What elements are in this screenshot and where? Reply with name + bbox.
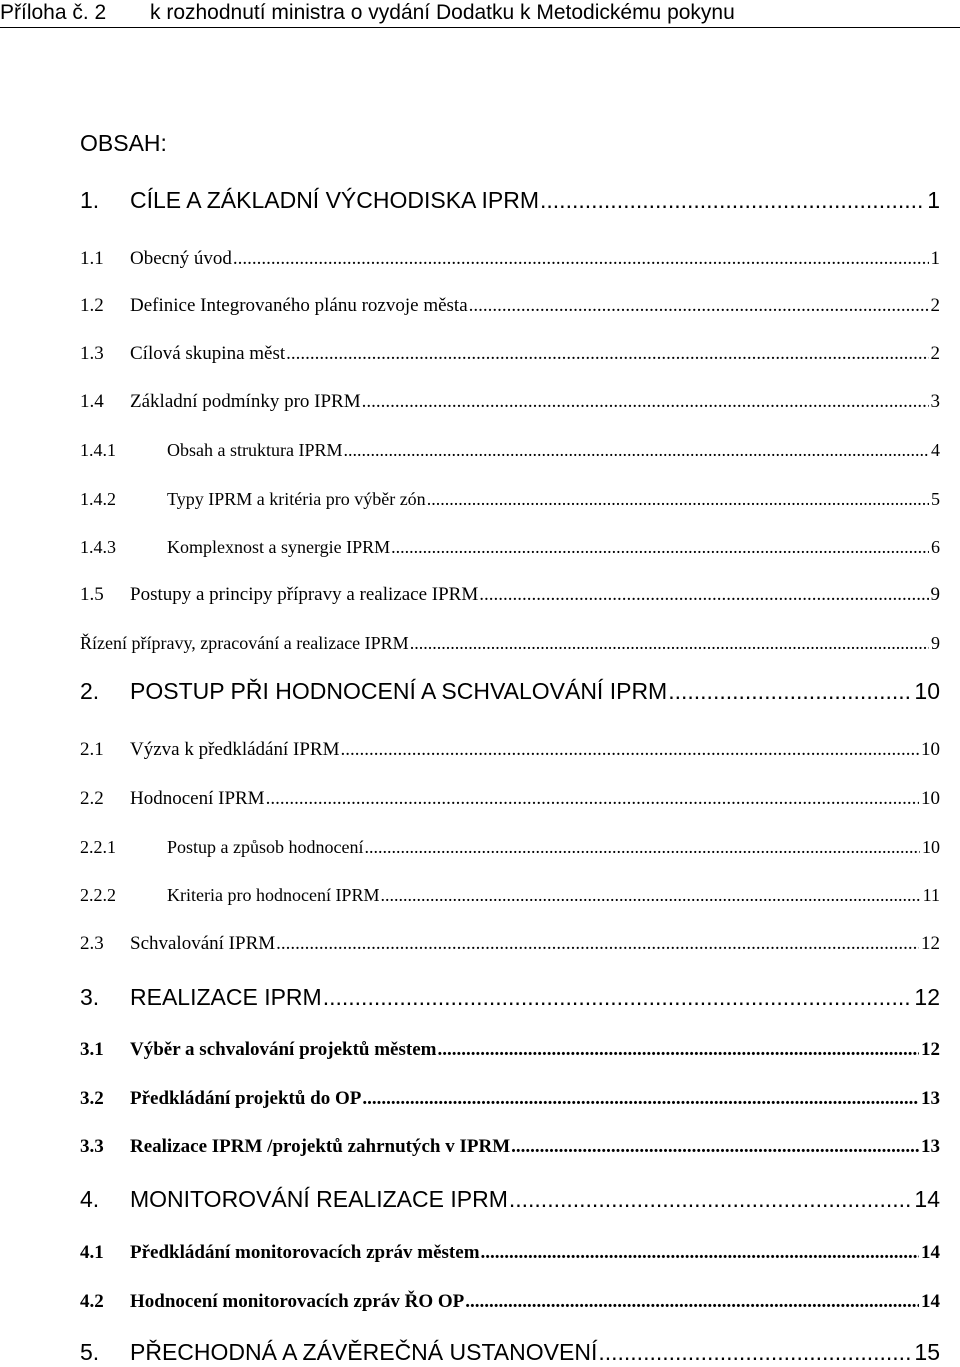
toc-entry[interactable] xyxy=(0,1086,960,1116)
toc-entry[interactable] xyxy=(0,185,960,215)
toc-leader-dots xyxy=(343,437,929,463)
toc-entry-title: REALIZACE IPRM xyxy=(130,984,322,1010)
toc-entry-page: 10 xyxy=(921,739,940,760)
toc-entry-number: 4.2 xyxy=(80,1291,104,1312)
toc-entry-page: 10 xyxy=(914,678,940,704)
toc-entry[interactable] xyxy=(0,982,960,1012)
toc-entry-title: PŘECHODNÁ A ZÁVĚREČNÁ USTANOVENÍ xyxy=(130,1339,598,1365)
toc-entry-number: 2.2.2 xyxy=(80,885,116,905)
toc-entry[interactable] xyxy=(0,389,960,419)
toc-entry-number: 4.1 xyxy=(80,1242,104,1263)
toc-entry[interactable] xyxy=(0,737,960,767)
toc-entry[interactable] xyxy=(0,486,960,516)
toc-leader-dots xyxy=(668,676,912,706)
toc-entry[interactable] xyxy=(0,582,960,612)
toc-leader-dots xyxy=(364,834,920,860)
header-text: k rozhodnutí ministra o vydání Dodatku k Metodickému pokynu xyxy=(150,1,735,24)
toc-entry-title: MONITOROVÁNÍ REALIZACE IPRM xyxy=(130,1186,508,1212)
toc-entry[interactable] xyxy=(0,1184,960,1214)
toc-entry-number: 4. xyxy=(80,1186,100,1212)
toc-entry[interactable] xyxy=(0,1134,960,1164)
toc-entry-title: Základní podmínky pro IPRM xyxy=(130,391,361,412)
toc-entry[interactable] xyxy=(0,630,960,660)
toc-entry-page: 9 xyxy=(930,584,940,605)
toc-entry[interactable] xyxy=(0,882,960,912)
toc-leader-dots xyxy=(323,982,913,1012)
toc-entry-title: Cílová skupina měst xyxy=(130,343,286,364)
toc-entry-title: CÍLE A ZÁKLADNÍ VÝCHODISKA IPRM xyxy=(130,187,540,213)
toc-leader-dots xyxy=(340,737,919,763)
toc-leader-dots xyxy=(266,786,919,812)
toc-entry-page: 13 xyxy=(921,1088,940,1109)
toc-entry-title: Typy IPRM a kritéria pro výběr zón xyxy=(167,489,426,509)
toc-leader-dots xyxy=(509,1184,913,1214)
toc-entry-number: 3.2 xyxy=(80,1088,104,1109)
toc-leader-dots xyxy=(286,341,928,367)
toc-entry-title: Realizace IPRM /projektů zahrnutých v IPRM xyxy=(130,1136,511,1157)
header-label: Příloha č. 2 xyxy=(0,1,107,24)
toc-entry-number: 3. xyxy=(80,984,100,1010)
toc-leader-dots xyxy=(511,1134,919,1160)
toc-entry-title: Řízení přípravy, zpracování a realizace IPRM xyxy=(80,633,409,653)
toc-entry-page: 10 xyxy=(922,837,940,857)
toc-entry-number: 3.1 xyxy=(80,1039,104,1060)
toc-entry-title: Postupy a principy přípravy a realizace IPRM xyxy=(130,584,479,605)
toc-entry-page: 6 xyxy=(931,537,940,557)
toc-entry-title: Definice Integrovaného plánu rozvoje města xyxy=(130,295,468,316)
toc-entry-page: 1 xyxy=(927,187,940,213)
toc-entry-number: 1.4 xyxy=(80,391,104,412)
toc-entry-title: POSTUP PŘI HODNOCENÍ A SCHVALOVÁNÍ IPRM xyxy=(130,678,668,704)
toc-entry-number: 1.5 xyxy=(80,584,104,605)
toc-entry-title: Výzva k předkládání IPRM xyxy=(130,739,340,760)
toc-leader-dots xyxy=(469,293,929,319)
toc-entry[interactable] xyxy=(0,534,960,564)
toc-entry[interactable] xyxy=(0,676,960,706)
toc-entry-page: 12 xyxy=(921,933,940,954)
toc-entry-number: 3.3 xyxy=(80,1136,104,1157)
toc-entry[interactable] xyxy=(0,437,960,467)
toc-entry-page: 14 xyxy=(921,1291,940,1312)
toc-entry-title: Schvalování IPRM xyxy=(130,933,276,954)
toc-entry-title: Předkládání monitorovacích zpráv městem xyxy=(130,1242,480,1263)
toc-entry-number: 1.4.3 xyxy=(80,537,116,557)
toc-entry[interactable] xyxy=(0,246,960,276)
toc-entry-number: 2.2 xyxy=(80,788,104,809)
toc-entry-number: 1.4.1 xyxy=(80,440,116,460)
toc-leader-dots xyxy=(437,1037,919,1063)
toc-entry-page: 12 xyxy=(921,1039,940,1060)
toc-leader-dots xyxy=(465,1289,919,1315)
toc-leader-dots xyxy=(481,1240,919,1266)
toc-entry-page: 3 xyxy=(930,391,940,412)
toc-entry[interactable] xyxy=(0,931,960,961)
toc-entry-title: Postup a způsob hodnocení xyxy=(167,837,364,857)
toc-entry-number: 1.2 xyxy=(80,295,104,316)
toc-entry-title: Kriteria pro hodnocení IPRM xyxy=(167,885,380,905)
toc-leader-dots xyxy=(362,1086,919,1112)
toc-entry-number: 2.1 xyxy=(80,739,104,760)
toc-entry-number: 1.1 xyxy=(80,248,104,269)
toc-entry-title: Obsah a struktura IPRM xyxy=(167,440,343,460)
toc-entry-page: 12 xyxy=(914,984,940,1010)
toc-entry-number: 1.3 xyxy=(80,343,104,364)
toc-entry-page: 11 xyxy=(922,885,940,905)
toc-entry-number: 2.3 xyxy=(80,933,104,954)
toc-entry-title: Obecný úvod xyxy=(130,248,232,269)
toc-entry-number: 2.2.1 xyxy=(80,837,116,857)
page-header xyxy=(0,0,960,26)
toc-entry-page: 2 xyxy=(930,295,940,316)
toc-entry-page: 9 xyxy=(931,633,940,653)
toc-leader-dots xyxy=(410,630,929,656)
toc-entry-title: Hodnocení monitorovacích zpráv ŘO OP xyxy=(130,1291,465,1312)
toc-entry-number: 5. xyxy=(80,1339,100,1365)
toc-entry-page: 4 xyxy=(931,440,940,460)
toc-entry-page: 1 xyxy=(930,248,940,269)
toc-entry[interactable] xyxy=(0,1289,960,1319)
toc-entry-number: 1. xyxy=(80,187,100,213)
toc-leader-dots xyxy=(233,246,929,272)
toc-entry-page: 14 xyxy=(921,1242,940,1263)
toc-leader-dots xyxy=(391,534,929,560)
toc-entry[interactable] xyxy=(0,1037,960,1067)
toc-leader-dots xyxy=(362,389,929,415)
toc-entry[interactable] xyxy=(0,293,960,323)
toc-entry-page: 15 xyxy=(914,1339,940,1365)
toc-entry-number: 1.4.2 xyxy=(80,489,116,509)
toc-entry[interactable] xyxy=(0,341,960,371)
toc-title: OBSAH: xyxy=(80,130,167,156)
toc-entry-title: Hodnocení IPRM xyxy=(130,788,265,809)
toc-entry[interactable] xyxy=(0,1240,960,1270)
toc-entry-page: 5 xyxy=(931,489,940,509)
toc-entry[interactable] xyxy=(0,834,960,864)
toc-leader-dots xyxy=(479,582,928,608)
toc-entry-title: Výběr a schvalování projektů městem xyxy=(130,1039,437,1060)
toc-entry-page: 13 xyxy=(921,1136,940,1157)
toc-entry-page: 14 xyxy=(914,1186,940,1212)
toc-leader-dots xyxy=(380,882,920,908)
toc-leader-dots xyxy=(276,931,919,957)
toc-entry-title: Předkládání projektů do OP xyxy=(130,1088,362,1109)
toc-entry-page: 10 xyxy=(921,788,940,809)
toc-entry-title: Komplexnost a synergie IPRM xyxy=(167,537,391,557)
toc-entry[interactable] xyxy=(0,786,960,816)
toc-leader-dots xyxy=(427,486,929,512)
header-divider xyxy=(0,27,960,28)
toc-entry-number: 2. xyxy=(80,678,100,704)
toc-leader-dots xyxy=(540,185,925,215)
toc-entry-page: 2 xyxy=(930,343,940,364)
